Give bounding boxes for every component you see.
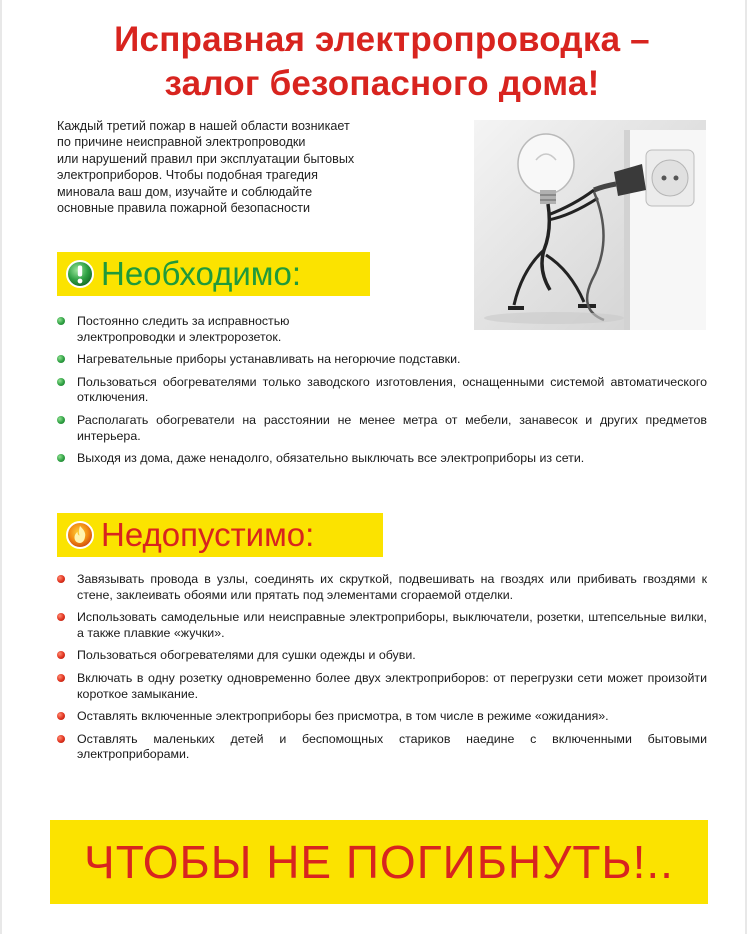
poster-title <box>52 18 712 106</box>
forbidden-heading-text: Недопустимо: <box>101 516 315 553</box>
intro-text <box>57 118 457 216</box>
necessary-list <box>57 314 707 474</box>
list-item: Выходя из дома, даже ненадолго, обязательно выключать все электроприборы из сети. <box>57 451 707 467</box>
intro-line: или нарушений правил при эксплуатации бытовых <box>57 151 355 166</box>
list-item: Использовать самодельные или неисправные электроприборы, выключатели, розетки, штепсельные вилки, а также плавкие «жучки». <box>57 610 707 641</box>
bullet-icon <box>57 378 65 386</box>
bullet-icon <box>57 651 65 659</box>
list-item: Пользоваться обогревателями для сушки одежды и обуви. <box>57 648 707 664</box>
bullet-icon <box>57 735 65 743</box>
list-item: Завязывать провода в узлы, соединять их скруткой, подвешивать на гвоздях или прибивать гвоздями к стене, заклеивать обоями или прятать под элементами сгораемой отделки. <box>57 572 707 603</box>
list-item: Оставлять маленьких детей и беспомощных стариков наедине с включенными бытовыми электроприборами. <box>57 732 707 763</box>
list-item: Постоянно следить за исправностью электропроводки и электророзеток. <box>57 314 367 345</box>
bullet-icon <box>57 416 65 424</box>
exclamation-icon <box>65 259 95 289</box>
bullet-icon <box>57 613 65 621</box>
intro-line: электроприборов. Чтобы подобная трагедия <box>57 168 318 183</box>
intro-line: по причине неисправной электропроводки <box>57 135 306 150</box>
bullet-icon <box>57 674 65 682</box>
necessary-heading-text: Необходимо: <box>101 255 301 292</box>
bullet-icon <box>57 355 65 363</box>
list-item: Пользоваться обогревателями только заводского изготовления, оснащенными системой автоматического отключения. <box>57 375 707 406</box>
forbidden-heading <box>57 513 383 557</box>
footer-slogan: ЧТОБЫ НЕ ПОГИБНУТЬ!.. <box>84 836 674 888</box>
list-item: Включать в одну розетку одновременно более двух электроприборов: от перегрузки сети может произойти короткое замыкание. <box>57 671 707 702</box>
intro-line: Каждый третий пожар в нашей области возникает <box>57 119 350 133</box>
forbidden-list <box>57 572 707 770</box>
bullet-icon <box>57 575 65 583</box>
title-line-1: Исправная электропроводка – <box>114 20 650 59</box>
list-item: Оставлять включенные электроприборы без присмотра, в том числе в режиме «ожидания». <box>57 709 707 725</box>
footer-banner <box>50 820 708 904</box>
bullet-icon <box>57 454 65 462</box>
lightbulb-plug-figure-icon <box>474 120 706 330</box>
bullet-icon <box>57 712 65 720</box>
fire-icon <box>65 520 95 550</box>
intro-line: миновала ваш дом, изучайте и соблюдайте <box>57 184 313 199</box>
necessary-heading <box>57 252 370 296</box>
list-item: Нагревательные приборы устанавливать на негорючие подставки. <box>57 352 707 368</box>
bullet-icon <box>57 317 65 325</box>
intro-line: основные правила пожарной безопасности <box>57 201 311 216</box>
title-line-2: залог безопасного дома! <box>164 64 600 103</box>
list-item: Располагать обогреватели на расстоянии не менее метра от мебели, занавесок и других предметов интерьера. <box>57 413 707 444</box>
